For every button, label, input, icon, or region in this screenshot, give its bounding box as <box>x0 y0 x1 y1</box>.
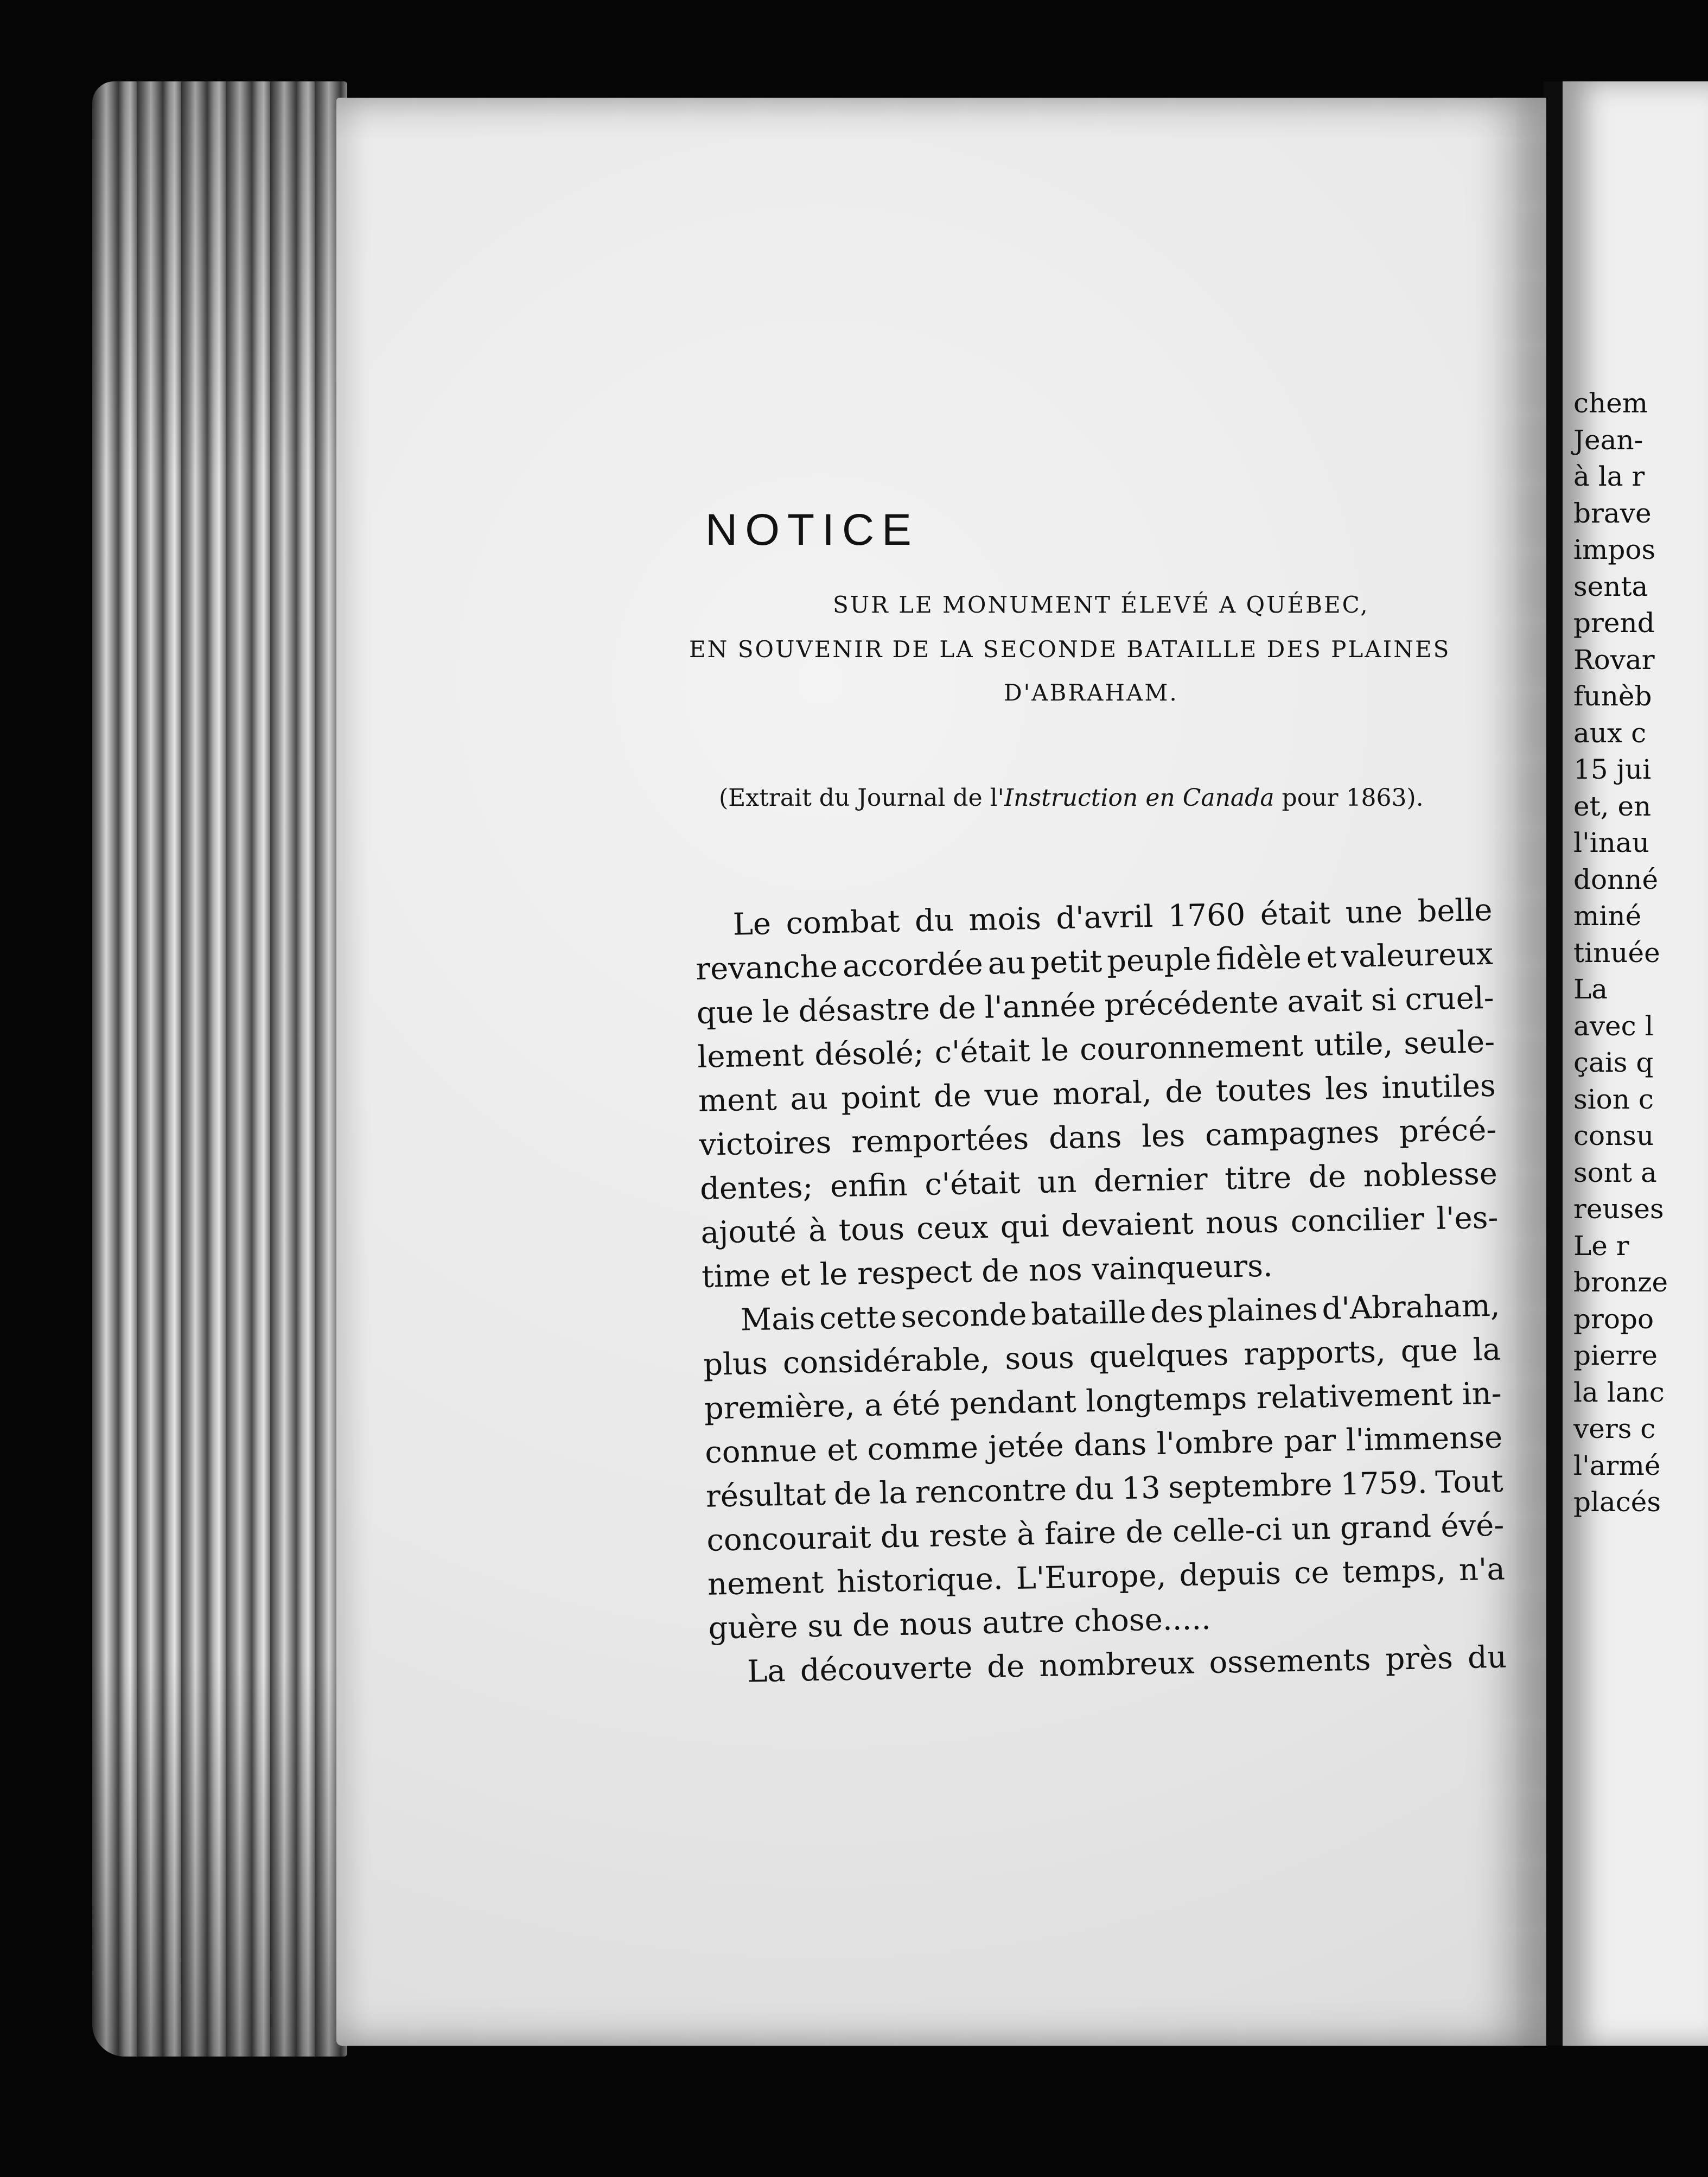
facing-page-text <box>1573 385 1708 1521</box>
body-word: petit <box>1030 944 1102 981</box>
body-word: La <box>747 1653 786 1690</box>
body-word: dentes; <box>699 1169 814 1207</box>
body-word: temps, <box>1342 1552 1446 1590</box>
facing-page-line: Le r <box>1573 1230 1629 1262</box>
facing-page-line: aux c <box>1573 717 1647 749</box>
body-word: quelques <box>1089 1337 1229 1376</box>
body-word: ossements <box>1208 1642 1372 1681</box>
body-word: une <box>1345 894 1403 931</box>
body-word: un <box>1291 1511 1331 1548</box>
body-word: concourait <box>706 1519 871 1558</box>
body-word: seconde <box>900 1297 1028 1335</box>
facing-page-line: Rovar <box>1573 644 1655 676</box>
book-gutter <box>1544 81 1565 2046</box>
body-word: nous <box>1205 1204 1279 1242</box>
body-word: moral, <box>1052 1074 1152 1112</box>
body-word: jetée <box>987 1428 1065 1465</box>
body-word: n'a <box>1458 1551 1506 1588</box>
facing-page-line: Jean- <box>1573 424 1643 456</box>
book-page-edges <box>92 81 347 2057</box>
body-word: été <box>891 1386 941 1423</box>
body-word: Mais <box>740 1301 815 1338</box>
body-word: de <box>1308 1159 1347 1195</box>
body-word: l'ombre <box>1156 1424 1274 1462</box>
facing-page-line: bronze <box>1573 1266 1668 1298</box>
body-word: plaines <box>1207 1291 1318 1329</box>
body-word: était <box>1260 895 1331 932</box>
facing-page-line: l'armé <box>1573 1449 1661 1481</box>
body-word: du <box>914 902 954 939</box>
body-word: couronnement <box>1079 1028 1304 1068</box>
body-word: L'Europe, <box>1016 1558 1167 1596</box>
body-word: première, <box>704 1388 856 1427</box>
body-word: au <box>789 1081 828 1117</box>
body-word: concilier <box>1290 1201 1425 1240</box>
facing-page-line: brave <box>1573 497 1652 529</box>
body-word: utile, <box>1314 1026 1393 1064</box>
body-word: dernier <box>1093 1161 1208 1199</box>
body-word: par <box>1283 1423 1336 1460</box>
body-word: historique. <box>836 1561 1004 1600</box>
facing-page-line: l'inau <box>1573 827 1649 858</box>
body-word: ce <box>1293 1555 1330 1592</box>
subtitle-line-3: D'ABRAHAM. <box>1004 679 1178 706</box>
facing-page-line: prend <box>1573 607 1655 639</box>
body-word: de <box>933 1078 972 1115</box>
body-text <box>694 888 1507 1695</box>
body-word: dans <box>1073 1427 1147 1463</box>
body-word: dans <box>1048 1119 1122 1156</box>
body-word: sous <box>1004 1340 1075 1377</box>
facing-page-line: sion c <box>1573 1083 1654 1115</box>
body-word: depuis <box>1178 1556 1282 1594</box>
facing-page-line: pierre <box>1573 1340 1658 1371</box>
body-word: si <box>1371 982 1397 1019</box>
body-word: c'était <box>934 1033 1031 1071</box>
body-line-text: guère su de nous autre chose..... <box>708 1601 1212 1646</box>
body-word: lement <box>697 1037 804 1075</box>
extract-prefix: (Extrait du Journal de l' <box>719 784 1004 812</box>
body-word: valeureux <box>1341 936 1494 975</box>
body-word: considérable, <box>782 1341 991 1382</box>
body-word: et <box>1305 939 1337 976</box>
body-word: bataille <box>1030 1295 1146 1333</box>
body-word: que <box>696 994 754 1031</box>
body-word: désolé; <box>814 1035 925 1073</box>
body-word: reste <box>928 1517 1008 1554</box>
facing-page-line: à la r <box>1573 461 1645 492</box>
body-word: du <box>1074 1471 1114 1507</box>
facing-page-line: tinuée <box>1573 937 1660 969</box>
body-word: toutes <box>1215 1072 1312 1109</box>
body-word: de <box>1164 1074 1203 1110</box>
body-word: cette <box>819 1299 897 1336</box>
body-word: l'es- <box>1436 1200 1499 1237</box>
notice-title: NOTICE <box>705 505 919 555</box>
body-word: cruel- <box>1404 980 1495 1017</box>
body-word: inutiles <box>1381 1068 1496 1106</box>
facing-page-line: donné <box>1573 863 1659 895</box>
body-word: à <box>808 1213 827 1249</box>
extract-suffix: pour 1863). <box>1274 784 1424 812</box>
body-word: faire <box>1044 1515 1117 1552</box>
body-word: ceux <box>916 1210 989 1247</box>
facing-page-line: funèb <box>1573 680 1652 712</box>
body-word: accordée <box>842 946 984 984</box>
body-word: la <box>878 1475 908 1511</box>
facing-page-line: consu <box>1573 1120 1654 1151</box>
body-word: les <box>1141 1118 1186 1155</box>
extract-italic: Instruction en Canada <box>1004 784 1274 812</box>
body-word: grand <box>1340 1509 1432 1546</box>
facing-page-line: sont a <box>1573 1156 1657 1188</box>
facing-page-line: vers c <box>1573 1413 1656 1444</box>
body-word: ment <box>698 1082 777 1119</box>
body-word: 1759. <box>1340 1465 1428 1503</box>
body-word: connue <box>704 1433 818 1471</box>
body-word: 13 <box>1121 1470 1161 1507</box>
body-word: que <box>1400 1333 1458 1370</box>
body-word: désastre <box>798 991 931 1029</box>
facing-page-line: miné <box>1573 900 1642 932</box>
body-word: les <box>1324 1071 1369 1107</box>
body-word: résultat <box>705 1476 826 1514</box>
body-word: peuple <box>1106 941 1212 979</box>
body-word: c'était <box>924 1165 1021 1202</box>
body-word: remportées <box>851 1121 1029 1160</box>
body-word: titre <box>1224 1160 1292 1197</box>
body-word: pendant <box>949 1384 1077 1422</box>
body-word: a <box>864 1387 883 1424</box>
body-word: l'immense <box>1346 1419 1503 1459</box>
subtitle-line-1: SUR LE MONUMENT ÉLEVÉ A QUÉBEC, <box>833 591 1369 618</box>
body-word: près <box>1385 1640 1454 1677</box>
facing-page-line: reuses <box>1573 1193 1664 1225</box>
body-word: de <box>986 1648 1025 1685</box>
body-word: rencontre <box>914 1472 1067 1511</box>
body-word: 1760 <box>1168 897 1246 934</box>
body-word: vue <box>984 1077 1040 1113</box>
facing-page-line: La <box>1573 973 1608 1005</box>
body-word: précé- <box>1399 1112 1497 1150</box>
body-word: à <box>1016 1517 1036 1552</box>
body-word: le <box>762 994 791 1030</box>
body-word: Tout <box>1435 1463 1504 1500</box>
body-word: mois <box>968 901 1042 938</box>
body-word: des <box>1150 1294 1204 1331</box>
body-word: de <box>938 990 977 1027</box>
body-word: qui <box>1000 1208 1050 1245</box>
body-word: de <box>1125 1514 1164 1550</box>
body-word: noblesse <box>1362 1156 1498 1194</box>
body-word: devaient <box>1061 1206 1194 1244</box>
body-word: enfin <box>830 1167 908 1205</box>
body-word: combat <box>785 903 901 941</box>
body-word: seule- <box>1403 1024 1495 1061</box>
facing-page-line: propo <box>1573 1303 1654 1335</box>
body-word: plus <box>703 1346 768 1383</box>
right-facing-page <box>1563 81 1708 2046</box>
facing-page-line: senta <box>1573 570 1648 602</box>
body-word: évé- <box>1440 1507 1505 1544</box>
facing-page-line: çais q <box>1573 1047 1654 1078</box>
facing-page-line: la lanc <box>1573 1376 1665 1408</box>
facing-page-line: placés <box>1573 1486 1661 1518</box>
body-word: d'avril <box>1055 899 1153 937</box>
body-word: le <box>1041 1032 1069 1068</box>
body-word: relativement <box>1256 1377 1453 1416</box>
body-word: l'année <box>984 988 1097 1026</box>
body-word: Le <box>732 906 772 943</box>
body-word: avait <box>1286 983 1363 1020</box>
body-word: tous <box>838 1211 905 1249</box>
body-word: point <box>840 1079 921 1116</box>
body-word: de <box>833 1475 872 1512</box>
body-word: d'Abraham, <box>1321 1288 1501 1327</box>
body-word: nombreux <box>1038 1645 1195 1684</box>
body-word: fidèle <box>1215 940 1302 977</box>
body-word: septembre <box>1168 1467 1333 1506</box>
body-word: découverte <box>800 1650 973 1689</box>
body-word: in- <box>1462 1376 1502 1412</box>
body-word: revanche <box>695 949 838 987</box>
body-word: longtemps <box>1085 1380 1247 1419</box>
body-word: du <box>880 1519 920 1555</box>
body-word: nement <box>707 1564 824 1602</box>
body-word: du <box>1467 1639 1507 1676</box>
body-word: un <box>1037 1164 1077 1200</box>
body-word: au <box>987 945 1026 982</box>
body-word: et <box>826 1432 858 1468</box>
body-word: belle <box>1417 892 1493 930</box>
body-word: campagnes <box>1204 1114 1380 1154</box>
facing-page-line: chem <box>1573 387 1648 419</box>
body-word: victoires <box>698 1125 832 1163</box>
subtitle-line-2: EN SOUVENIR DE LA SECONDE BATAILLE DES PLAINES <box>689 636 1451 663</box>
body-word: celle-ci <box>1172 1512 1283 1550</box>
facing-page-line: impos <box>1573 534 1656 565</box>
body-word: ajouté <box>700 1213 797 1251</box>
body-word: comme <box>866 1430 979 1468</box>
body-word: la <box>1473 1332 1501 1368</box>
extract-citation <box>719 784 1478 812</box>
facing-page-line: avec l <box>1573 1010 1654 1042</box>
facing-page-line: 15 jui <box>1573 754 1652 785</box>
facing-page-line: et, en <box>1573 790 1652 822</box>
body-word: précédente <box>1104 984 1279 1023</box>
body-word: rapports, <box>1243 1334 1386 1372</box>
body-line-text: time et le respect de nos vainqueurs. <box>701 1248 1273 1295</box>
